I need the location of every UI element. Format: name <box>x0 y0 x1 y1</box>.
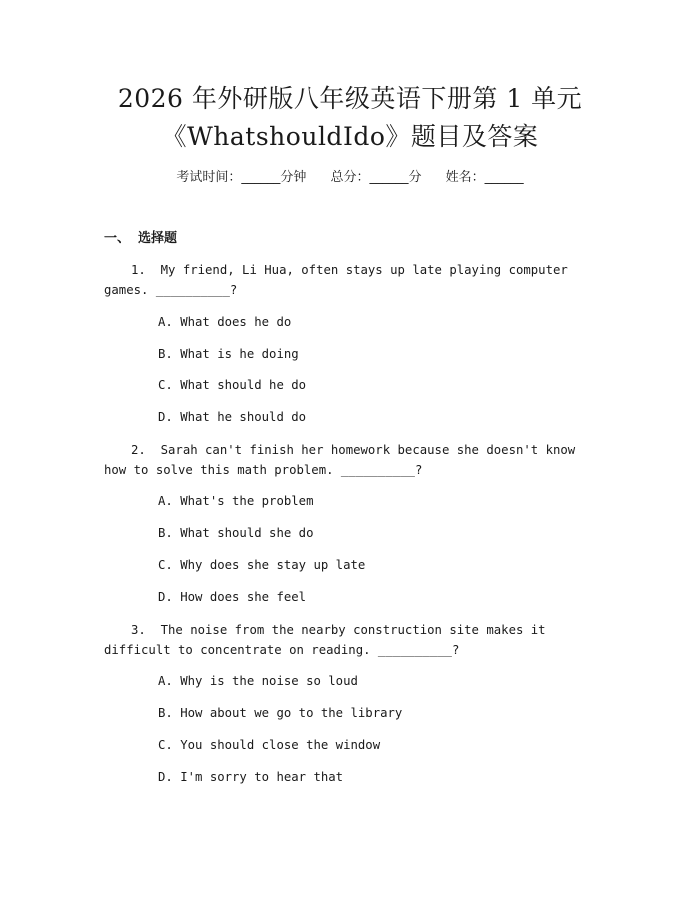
question-2-option-d: D. How does she feel <box>158 590 307 604</box>
question-1: 1. My friend, Li Hua, often stays up late playing computer games. __________? <box>104 263 576 297</box>
question-3-option-d: D. I'm sorry to hear that <box>158 770 344 784</box>
page-title-line-1: 2026 年外研版八年级英语下册第 1 单元 <box>117 84 583 113</box>
total-score-field: 总分：______分 <box>330 170 422 185</box>
question-2-option-c: C. Why does she stay up late <box>158 558 366 572</box>
page-title-line-2: 《WhatshouldIdo》题目及答案 <box>161 122 539 151</box>
question-2-option-a: A. What's the problem <box>158 494 314 508</box>
section-number: 一、 <box>104 231 131 246</box>
question-1-option-d: D. What he should do <box>158 410 307 424</box>
exam-info-row <box>0 169 700 187</box>
question-1-option-c: C. What should he do <box>158 378 307 392</box>
question-1-option-a: A. What does he do <box>158 315 292 329</box>
question-3-option-a: A. Why is the noise so loud <box>158 674 358 688</box>
question-3: 3. The noise from the nearby construction site makes it difficult to concentrate on reading. __________? <box>104 623 553 657</box>
section-heading <box>104 230 177 248</box>
student-name-field: 姓名：______ <box>445 170 524 185</box>
question-3-option-b: B. How about we go to the library <box>158 706 403 720</box>
question-2: 2. Sarah can't finish her homework because she doesn't know how to solve this math problem. __________? <box>104 443 583 477</box>
question-1-option-b: B. What is he doing <box>158 347 299 361</box>
section-title: 选择题 <box>138 231 178 246</box>
question-2-option-b: B. What should she do <box>158 526 314 540</box>
exam-time-field: 考试时间：______分钟 <box>176 170 307 185</box>
question-3-option-c: C. You should close the window <box>158 738 381 752</box>
